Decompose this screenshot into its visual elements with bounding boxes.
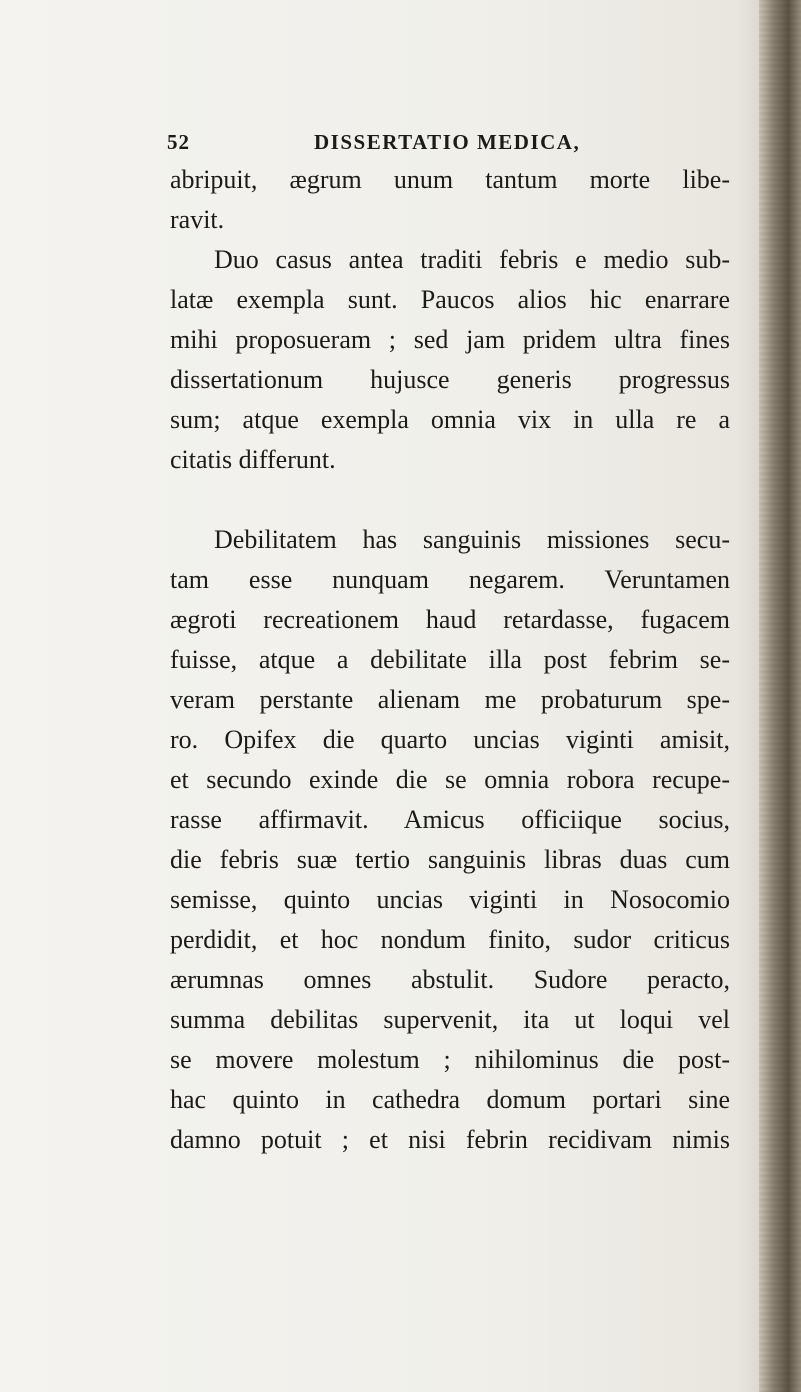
running-head: DISSERTATIO MEDICA, bbox=[314, 130, 581, 154]
page-edge bbox=[759, 0, 801, 1392]
text-line: ravit. bbox=[170, 205, 225, 234]
text-line: rasse affirmavit. Amicus officiique socius, bbox=[170, 805, 730, 834]
text-line: Debilitatem has sanguinis missiones secu- bbox=[214, 525, 730, 554]
paragraph-gap bbox=[170, 480, 730, 520]
text-line: dissertationum hujusce generis progressus bbox=[170, 365, 730, 394]
text-line: perdidit, et hoc nondum finito, sudor criticus bbox=[170, 925, 730, 954]
text-line: et secundo exinde die se omnia robora recupe- bbox=[170, 765, 730, 794]
text-line: citatis differunt. bbox=[170, 445, 336, 474]
text-line: Duo casus antea traditi febris e medio sub- bbox=[214, 245, 730, 274]
text-line: sum; atque exempla omnia vix in ulla re a bbox=[170, 405, 730, 434]
text-line: veram perstante alienam me probaturum spe- bbox=[170, 685, 730, 714]
text-line: ægroti recreationem haud retardasse, fugacem bbox=[170, 605, 730, 634]
page-header bbox=[167, 130, 727, 160]
text-line: se movere molestum ; nihilominus die post- bbox=[170, 1045, 730, 1074]
text-line: summa debilitas supervenit, ita ut loqui vel bbox=[170, 1005, 730, 1034]
text-line: hac quinto in cathedra domum portari sine bbox=[170, 1085, 730, 1114]
text-line: damno potuit ; et nisi febrin recidivam nimis bbox=[170, 1125, 730, 1154]
text-line: mihi proposueram ; sed jam pridem ultra fines bbox=[170, 325, 730, 354]
body-text bbox=[170, 160, 730, 1160]
text-line: ro. Opifex die quarto uncias viginti amisit, bbox=[170, 725, 730, 754]
text-line: fuisse, atque a debilitate illa post febrim se- bbox=[170, 645, 730, 674]
text-line: ærumnas omnes abstulit. Sudore peracto, bbox=[170, 965, 730, 994]
text-line: abripuit, ægrum unum tantum morte libe- bbox=[170, 165, 730, 194]
page-number: 52 bbox=[167, 130, 190, 154]
text-line: latæ exempla sunt. Paucos alios hic enarrare bbox=[170, 285, 730, 314]
text-line: semisse, quinto uncias viginti in Nosocomio bbox=[170, 885, 730, 914]
text-line: die febris suæ tertio sanguinis libras duas cum bbox=[170, 845, 730, 874]
text-line: tam esse nunquam negarem. Veruntamen bbox=[170, 565, 730, 594]
